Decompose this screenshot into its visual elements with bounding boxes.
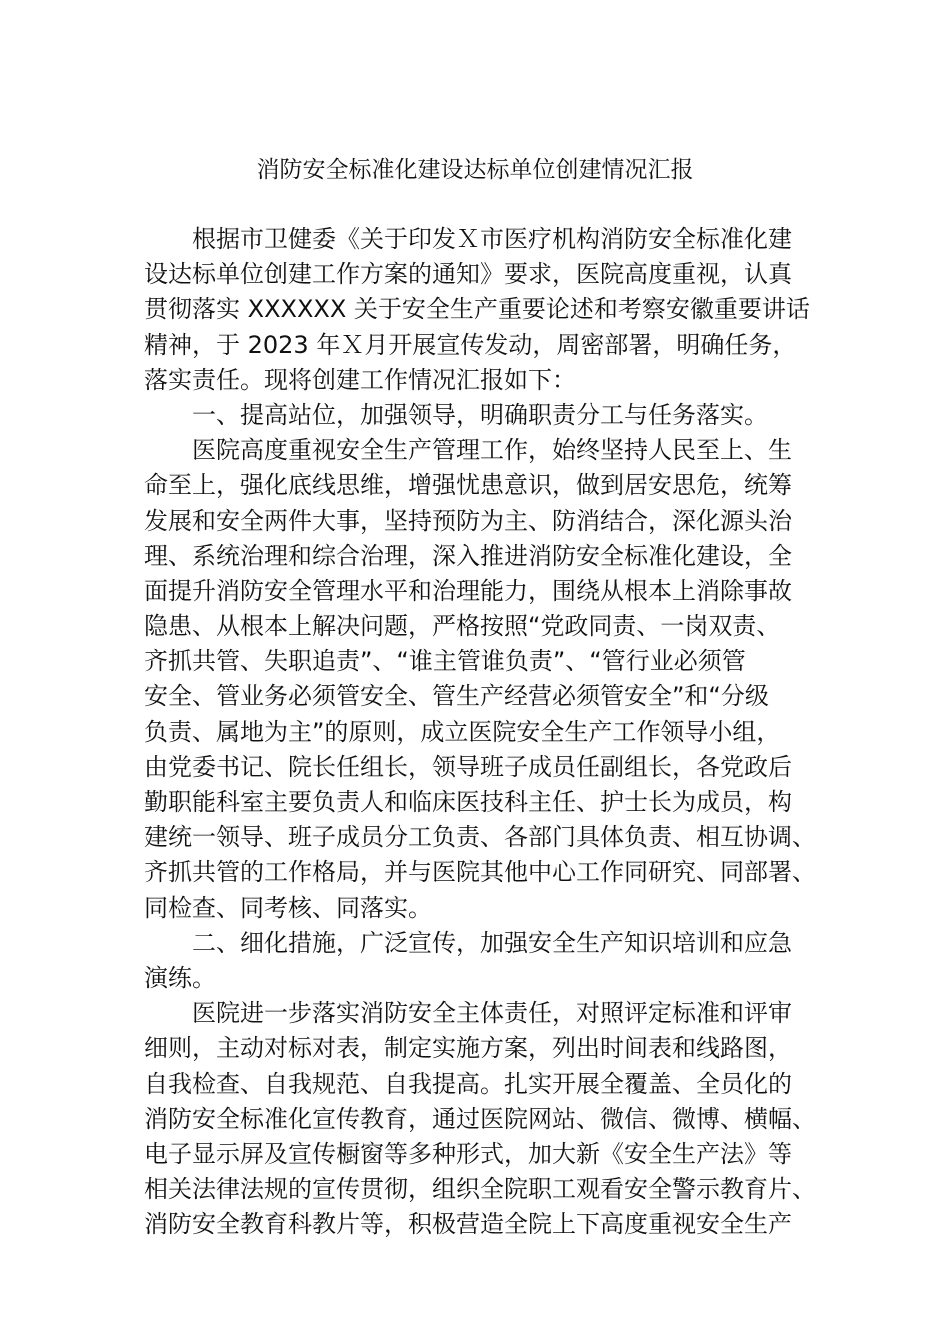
text-line: 落实责任。现将创建工作情况汇报如下： bbox=[144, 365, 576, 394]
text-line: 医院进一步落实消防安全主体责任，对照评定标准和评审 bbox=[192, 999, 792, 1028]
text-line: 建统一领导、班子成员分工负责、各部门具体负责、相互协调、 bbox=[144, 823, 816, 852]
document-body bbox=[144, 222, 824, 1242]
text-line: 演练。 bbox=[144, 963, 216, 992]
text-line: 面提升消防安全管理水平和治理能力，围绕从根本上消除事故 bbox=[144, 576, 792, 605]
text-line: 消防安全标准化宣传教育，通过医院网站、微信、微博、横幅、 bbox=[144, 1104, 816, 1133]
text-line: 隐患、从根本上解决问题，严格按照“党政同责、一岗双责、 bbox=[144, 612, 781, 641]
document-title: 消防安全标准化建设达标单位创建情况汇报 bbox=[256, 157, 694, 183]
text-line: 自我检查、自我规范、自我提高。扎实开展全覆盖、全员化的 bbox=[144, 1069, 792, 1098]
text-line: 理、系统治理和综合治理，深入推进消防安全标准化建设，全 bbox=[144, 541, 792, 570]
text-line: 医院高度重视安全生产管理工作，始终坚持人民至上、生 bbox=[192, 436, 792, 465]
text-line: 细则，主动对标对表，制定实施方案，列出时间表和线路图， bbox=[144, 1034, 792, 1063]
text-line: 齐抓共管的工作格局，并与医院其他中心工作同研究、同部署、 bbox=[144, 858, 816, 887]
text-line: 由党委书记、院长任组长，领导班子成员任副组长，各党政后 bbox=[144, 752, 792, 781]
text-line: 命至上，强化底线思维，增强忧患意识，做到居安思危，统筹 bbox=[144, 471, 792, 500]
text-line: 贯彻落实 XXXXXX 关于安全生产重要论述和考察安徽重要讲话 bbox=[144, 295, 810, 324]
text-line: 一、提高站位，加强领导，明确职责分工与任务落实。 bbox=[192, 400, 768, 429]
text-line: 安全、管业务必须管安全、管生产经营必须管安全”和“分级 bbox=[144, 682, 769, 711]
text-line: 齐抓共管、失职追责”、“谁主管谁负责”、“管行业必须管 bbox=[144, 647, 746, 676]
text-line: 发展和安全两件大事，坚持预防为主、防消结合，深化源头治 bbox=[144, 506, 792, 535]
text-line: 勤职能科室主要负责人和临床医技科主任、护士长为成员，构 bbox=[144, 788, 792, 816]
text-line: 根据市卫健委《关于印发Ｘ市医疗机构消防安全标准化建 bbox=[192, 225, 792, 253]
text-line: 同检查、同考核、同落实。 bbox=[144, 893, 432, 922]
text-line: 负责、属地为主”的原则，成立医院安全生产工作领导小组， bbox=[144, 717, 781, 746]
text-line: 精神，于 2023 年Ｘ月开展宣传发动，周密部署，明确任务， bbox=[144, 330, 797, 359]
text-line: 电子显示屏及宣传橱窗等多种形式，加大新《安全生产法》等 bbox=[144, 1139, 792, 1168]
text-line: 设达标单位创建工作方案的通知》要求，医院高度重视，认真 bbox=[144, 260, 792, 289]
text-line: 二、细化措施，广泛宣传，加强安全生产知识培训和应急 bbox=[192, 928, 792, 957]
text-line: 相关法律法规的宣传贯彻，组织全院职工观看安全警示教育片、 bbox=[144, 1175, 816, 1204]
text-line: 消防安全教育科教片等，积极营造全院上下高度重视安全生产 bbox=[144, 1210, 792, 1239]
